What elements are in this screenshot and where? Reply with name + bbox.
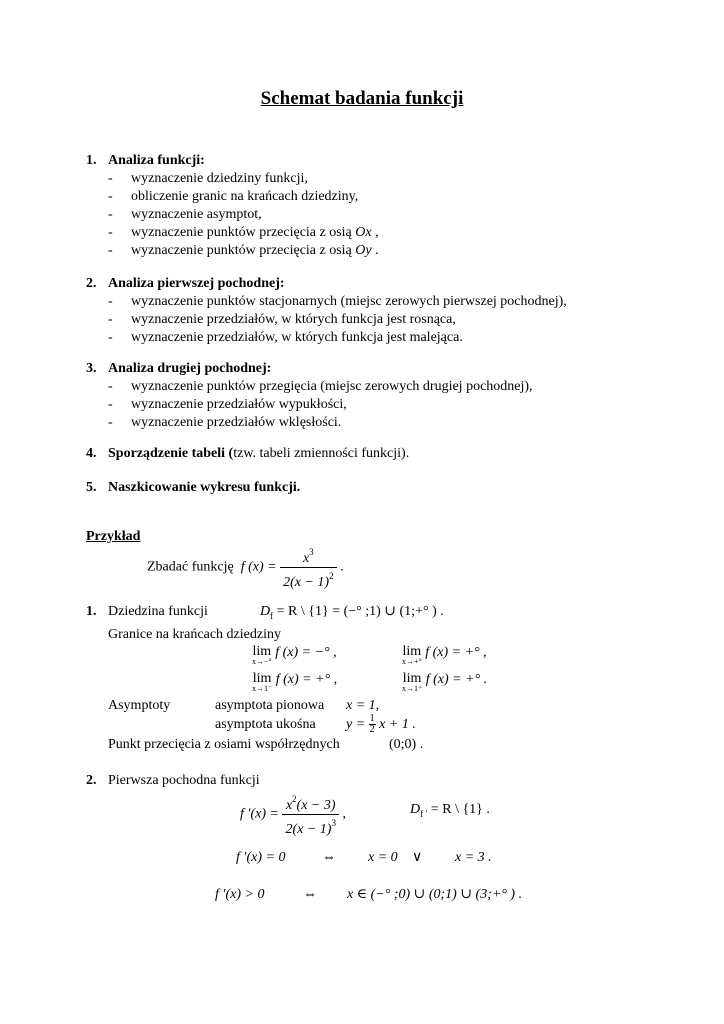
list-dash: - <box>108 243 113 258</box>
list-item: wyznaczenie punktów przecięcia z osią Oy . <box>131 243 379 258</box>
section-1-number: 1. <box>86 153 97 168</box>
list-dash: - <box>108 294 113 309</box>
list-item: wyznaczenie asymptot, <box>131 207 262 222</box>
domain-label: Dziedzina funkcji <box>108 604 208 619</box>
derivative-label: Pierwsza pochodna funkcji <box>108 773 260 788</box>
section-4-heading: Sporządzenie tabeli (tzw. tabeli zmienności funkcji). <box>108 446 410 461</box>
page-title: Schemat badania funkcji <box>260 88 464 109</box>
section-4-number: 4. <box>86 446 97 461</box>
limit-1: lim x→−° f (x) = −° , <box>252 644 337 666</box>
derivative-formula: f ′(x) = $\frac{x^2(x - 3)}{2(x - 1)^3}$ , <box>240 791 346 838</box>
oblique-asymptote-label: asymptota ukośna <box>215 717 316 732</box>
list-item: wyznaczenie punktów przegięcia (miejsc zerowych drugiej pochodnej), <box>131 379 533 394</box>
example-function: Zbadać funkcję f (x) = $\frac{x^3}{2(x - 1)^2}$ . <box>147 544 344 591</box>
list-dash: - <box>108 330 113 345</box>
list-item: wyznaczenie przedziałów, w których funkcja jest rosnąca, <box>131 312 456 327</box>
positive-intervals: x ∈ (−° ;0) ∪ (0;1) ∪ (3;+° ) . <box>347 887 523 902</box>
section-5-number: 5. <box>86 480 97 495</box>
vertical-asymptote-eq: x = 1, <box>346 698 380 713</box>
list-dash: - <box>108 379 113 394</box>
list-item: wyznaczenie punktów stacjonarnych (miejsc zerowych pierwszej pochodnej), <box>131 294 567 309</box>
list-item: wyznaczenie przedziałów wklęsłości. <box>131 415 342 430</box>
section-3-number: 3. <box>86 361 97 376</box>
zero-condition: f ′(x) = 0 <box>236 850 286 865</box>
section-2-number: 2. <box>86 276 97 291</box>
step-1-number: 1. <box>86 604 97 619</box>
vertical-asymptote-label: asymptota pionowa <box>215 698 325 713</box>
zero-b: x = 3 . <box>455 850 492 865</box>
limit-3: lim x→1⁻ f (x) = +° , <box>252 671 338 693</box>
example-heading: Przykład <box>86 529 141 544</box>
list-dash: - <box>108 312 113 327</box>
domain-formula: $D_f = R$ \ {1} = (−° ;1) ∪ (1;+° ) . <box>260 604 444 621</box>
intersection-value: (0;0) . <box>389 737 424 752</box>
limits-label: Granice na krańcach dziedziny <box>108 627 281 642</box>
section-5-heading: Naszkicowanie wykresu funkcji. <box>108 480 301 495</box>
limit-2: lim x→+° f (x) = +° , <box>402 644 487 666</box>
section-1-heading: Analiza funkcji: <box>108 153 205 168</box>
positive-condition: f ′(x) > 0 <box>215 887 265 902</box>
list-item: obliczenie granic na krańcach dziedziny, <box>131 189 359 204</box>
list-item: wyznaczenie dziedziny funkcji, <box>131 171 308 186</box>
oblique-asymptote-eq: y = $\frac{1}{2}$ x + 1 . <box>346 713 416 736</box>
list-item: wyznaczenie przedziałów wypukłości, <box>131 397 347 412</box>
function-fraction: $\frac{x^3}{2(x - 1)^2}$ <box>280 544 337 591</box>
limit-4: lim x→1⁺ f (x) = +° . <box>402 671 488 693</box>
or-symbol: ∨ <box>412 850 423 865</box>
derivative-domain: $D_{f '} = R$ \ {1} . <box>410 802 490 819</box>
iff-symbol: ⇔ <box>303 887 317 902</box>
list-dash: - <box>108 225 113 240</box>
list-dash: - <box>108 189 113 204</box>
intersection-label: Punkt przecięcia z osiami współrzędnych <box>108 737 340 752</box>
section-2-heading: Analiza pierwszej pochodnej: <box>108 276 285 291</box>
axis-var: Ox <box>355 225 372 240</box>
zero-a: x = 0 <box>368 850 398 865</box>
list-dash: - <box>108 207 113 222</box>
list-dash: - <box>108 415 113 430</box>
list-dash: - <box>108 397 113 412</box>
list-item: wyznaczenie przedziałów, w których funkcja jest malejąca. <box>131 330 463 345</box>
axis-var: Oy <box>355 243 372 258</box>
iff-symbol: ⇔ <box>322 850 336 865</box>
section-3-heading: Analiza drugiej pochodnej: <box>108 361 272 376</box>
list-item: wyznaczenie punktów przecięcia z osią Ox , <box>131 225 379 240</box>
step-2-number: 2. <box>86 773 97 788</box>
asymptotes-label: Asymptoty <box>108 698 171 713</box>
list-dash: - <box>108 171 113 186</box>
